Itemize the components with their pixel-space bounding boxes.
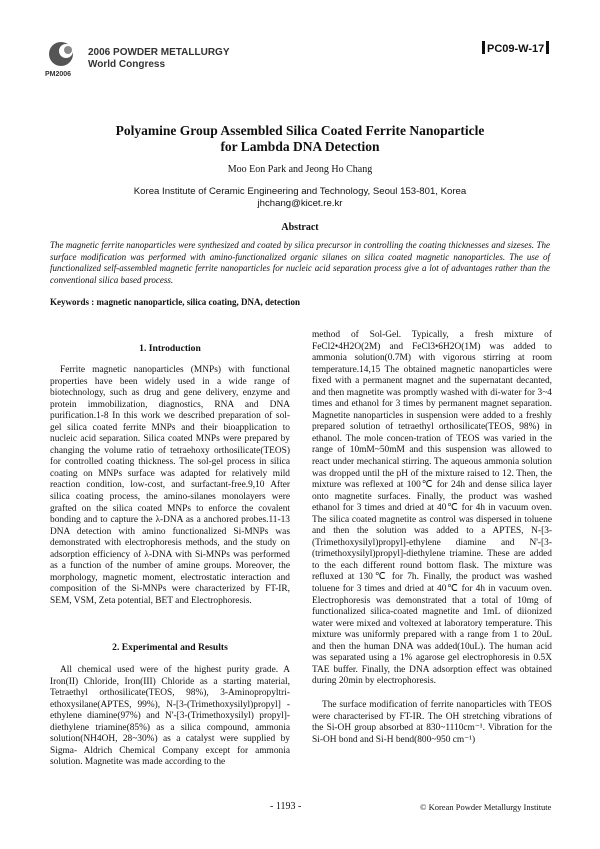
section2-heading: 2. Experimental and Results — [112, 642, 228, 653]
conference-line1: 2006 POWDER METALLURGY — [88, 47, 230, 58]
conference-line2: World Congress — [88, 59, 166, 70]
code-bar-right — [546, 41, 549, 54]
section2-body — [50, 665, 290, 769]
section2-text: All chemical used were of the highest purity grade. A Iron(II) Chloride, Iron(III) Chloride as a starting material, Tetraethyl orthosilicate(TEOS, 98%), 3-Aminopropyltri-ethoxysilane(APTES, 99%), N-[3-(Trimethoxysilyl)propyl] -ethylene diamine(97%) and N'-[3-(Trimethoxysilyl) propyl]-diethylene triamine(85%) as a silica compound, ammonia solution(NH4OH, 28~30%) as a catalyst were supplied by Sigma- Aldrich Chemical Company except for ammonia solution. Magnetite was made according to the — [50, 665, 290, 768]
section1-heading: 1. Introduction — [139, 343, 201, 354]
section1-body — [50, 365, 290, 607]
copyright: © Korean Powder Metallurgy Institute — [420, 802, 552, 812]
logo-text: PM2006 — [45, 71, 72, 78]
affiliation: Korea Institute of Ceramic Engineering and Technology, Seoul 153-801, Korea — [133, 186, 467, 197]
page-number: - 1193 - — [270, 801, 302, 812]
conference-name — [88, 47, 230, 71]
abstract-heading: Abstract — [281, 222, 319, 233]
paper-code — [480, 41, 551, 55]
paper-title — [60, 123, 540, 155]
right-column — [312, 330, 552, 746]
title-line2: for Lambda DNA Detection — [220, 139, 380, 154]
keywords: Keywords : magnetic nanoparticle, silica coating, DNA, detection — [50, 297, 300, 307]
title-line1: Polyamine Group Assembled Silica Coated Ferrite Nanoparticle — [115, 123, 485, 138]
authors: Moo Eon Park and Jeong Ho Chang — [227, 164, 373, 175]
code-bar-left — [482, 41, 485, 54]
section1-text: Ferrite magnetic nanoparticles (MNPs) with functional properties have been widely used in a wide range of biotechnology, such as drug and gene delivery, enzyme and protein immobilization, diagnostics, RNA and DNA purification.1-8 In this work we described preparation of sol-gel silica coated ferrite MNPs and their bioapplication to nucleic acid separation. Silica coated MNPs were prepared by changing the volume ratio of tetraehoxy orthosilicate(TEOS) for controlled coating thickness. The sol-gel process in silica coating on MNPs surface was adapted for relatively mild reaction condition, low-cost, and surfactant-free.9,10 After silica coating process, the amino-silanes monolayers were grafted on the silica coated MNPs to enforce the covalent bonding and to capture the λ-DNA as a anchored probes.11-13 DNA detection with amino functionalized Si-MNPs was demonstrated with electrophoresis methods, and the study on adsorption efficiency of λ-DNA with Si-MNPs was performed as a function of the number of amine groups. Moreover, the morphology, magnetic moment, electrostatic interaction and composition of the Si-MNPs were characterized by FT-IR, SEM, VSM, Zeta potential, BET and Electrophoresis. — [50, 365, 290, 606]
paper-code-text: PC09-W-17 — [487, 43, 545, 55]
right-paragraph1: method of Sol-Gel. Typically, a fresh mixture of FeCl2•4H2O(2M) and FeCl3•6H2O(1M) was added to ammonia solution(0.7M) with vigorous stirring at room temperature.14,15 The obtained magnetic nanoparticles were fixed with a permanent magnet and the supernatant decanted, and then magnetite was promptly washed with di-water for 3~4 times and ethanol for 3 times by permanent magnet separation. Magnetite nanoparticles in suspension were added to a freshly prepared solution of tetraethyl orthosilicate(TEOS, 98%) in ethanol. The mole concen-tration of TEOS was varied in the range of 10mM~50mM and this suspension was allowed to react under mechanical stirring. The aqueous ammonia solution was dropped until the pH of the mixture raised to 12. Then, the mixture was reflexed at 100℃ for 24h and dense silica layer onto magnetite surfaces. Finally, the product was washed ethanol for 3 times and dried at 40℃ for 4h in vacuum oven. The silica coated magnetite as control was dispersed in toluene and then the solution was added to a APTES, N-[3-(Trimethoxysilyl)propyl]-ethylene diamine and N'-[3-(trimethoxysilyl)propyl]-diethylene triamine. These are added to the each different round bottom flask. The mixture was refluxed at 130℃ for 7h. Finally, the product was washed toluene for 3 times and dried at 40℃ for 4h in vacuum oven. Electrophoresis was demonstrated that a total of 10mg of functionalized silica-coated magnetite and 1mL of diionized water were mixed and voltexed at laboratory temperature. This mixture was uniformly prepared with a range from 1 to 20uL and then the human DNA was added(10uL). The human acid was separated using a 1% agarose gel electrophoresis in 0.5X TAE buffer. Finally, the DNA adsorption effect was obtained during 20min by electrophoresis. — [312, 330, 552, 687]
abstract-text: The magnetic ferrite nanoparticles were synthesized and coated by silica precursor in controlling the coating thicknesses and sizeses. The surface modification was performed with amino-functionalized organic silanes on silica coated magnetic nanoparticles. The use of functionalized self-assembled magnetic ferrite nanoparticles for nucleic acid separation process give a lot of advantages rather than the conventional silica based process. — [50, 240, 550, 285]
right-paragraph2: The surface modification of ferrite nanoparticles with TEOS were characterised by FT-IR. The OH stretching vibrations of the Si-OH group absorbed at 830~1110cm⁻¹. Vibration for the Si-OH bond and Si-H bend(800~950 cm⁻¹) — [312, 699, 552, 745]
affiliation-block — [60, 186, 540, 210]
email: jhchang@kicet.re.kr — [257, 198, 343, 209]
section2-heading-wrap — [50, 642, 290, 654]
section1-heading-wrap — [50, 343, 290, 355]
